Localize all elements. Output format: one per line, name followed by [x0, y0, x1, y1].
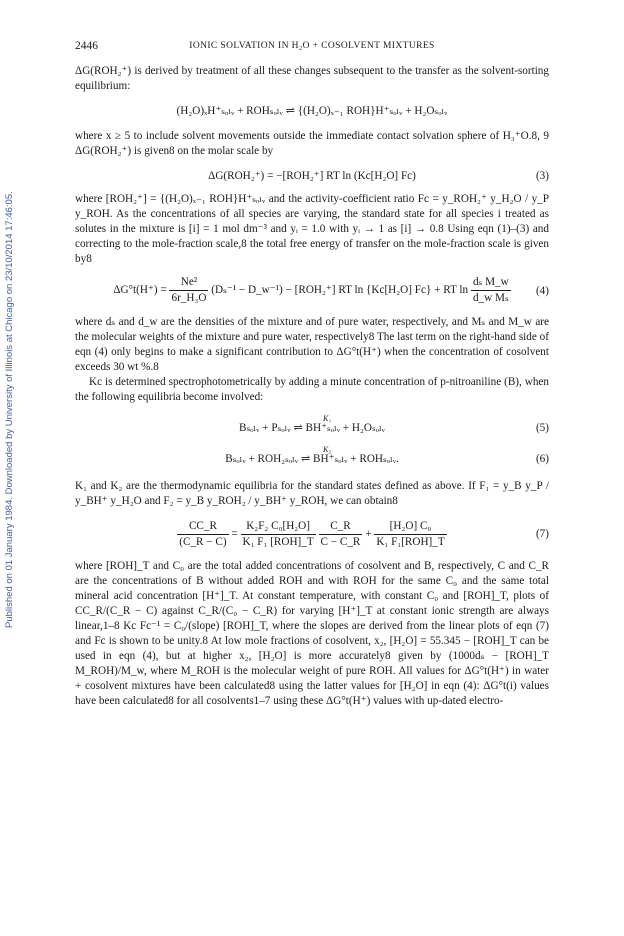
equation-7-den-1: (C_R − C) [179, 536, 227, 548]
download-watermark: Published on 01 January 1984. Downloaded by University of Illinois at Chicago on 23/10/2014 17:46:05. [4, 191, 15, 629]
equation-4-lhs: ΔG°t(H⁺) = [113, 284, 167, 297]
equation-7-fraction-1 [177, 519, 228, 550]
equation-5 [75, 414, 549, 436]
equation-7-num-4: [H₂O] C₀ [374, 519, 446, 535]
page-number: 2446 [75, 40, 98, 52]
equation-4-number: (4) [535, 285, 549, 297]
equation-7-den-4: K₁ F₁[ROH]_T [376, 536, 445, 548]
equation-3-expr: ΔG(ROH₂⁺) = −[ROH₂⁺] RT ln (Kc[H₂O] Fc) [208, 170, 416, 182]
equation-6-number: (6) [535, 453, 549, 465]
paragraph-5: Kc is determined spectrophotometrically by adding a minute concentration of p-nitroaniline (B), when the following equilibria become involved: [75, 376, 549, 403]
equation-5-number: (5) [535, 422, 549, 434]
equation-4-fraction-1 [169, 275, 208, 306]
article-body [75, 64, 549, 709]
paragraph-6: K₁ and K₂ are the thermodynamic equilibria for the standard states defined as above. If F₁ = y_B y_P / y_BH⁺ y_H₂O and F₂ = y_B y_ROH₂ / y_BH⁺ y_ROH, we can obtain8 [75, 480, 549, 507]
paragraph-3: where [ROH₂⁺] = {(H₂O)ₓ₋₁ ROH}H⁺ₛₒₗᵥ and the activity-coefficient ratio Fc = y_ROH₂⁺ y_H₂O / y_P y_ROH. As the concentrations of all species are varying, the standard state for all species i treated as solutes in the mixture is [i] = 1 mol dm⁻³ and yᵢ = 1.0 with yᵢ → 1 as [i] → 0.8 Using eqn (1)–(3) and correcting to the mole-fraction scale,8 the total free energy of transfer on the mole-fraction scale is given by8 [75, 193, 549, 265]
paragraph-7: where [ROH]_T and C₀ are the total added concentrations of cosolvent and B, respectively, C and C_R are the concentrations of B without added ROH and with ROH for the same C₀ and the same total mineral acid concentration [H⁺]_T. At constant temperature, with constant C₀ and [ROH]_T, plots of CC_R/(C_R − C) against C_R/(C₀ − C_R) for varying [H⁺]_T at constant ionic strength are always linear,1–8 Kc Fc⁻¹ = C₀/(slope) [ROH]_T, where the slopes are derived from the linear plots of eqn (7) and Fc is shown to be unity.8 At low mole fractions of cosolvent, x₂, [H₂O] = 55.345 − [ROH]_T can be used in eqn (4), but at higher x₂, [H₂O] is more accurately8 given by (1000dₛ − [ROH]_T M_ROH)/M_w, where M_ROH is the molecular weight of pure ROH. All values for ΔG°t(H⁺) in water + cosolvent mixtures have been calculated8 using the latter values for [H₂O] in eqn (4): ΔG°t(i) values have been calculated8 for all cosolvents1–7 using these ΔG°t(H⁺) values with up-dated electro- [75, 560, 549, 707]
equation-5-k-label: K₁ [323, 414, 332, 423]
equation-4-denominator: 6r_H₃O [171, 292, 207, 304]
equation-7-number: (7) [535, 528, 549, 540]
equation-4 [75, 275, 549, 309]
running-title: IONIC SOLVATION IN H₂O + COSOLVENT MIXTURES [189, 41, 435, 51]
equation-7-den-2: K₁ F₁ [ROH]_T [242, 536, 314, 548]
equation-6-expr: Bₛₒₗᵥ + ROH₂ₛₒₗᵥ ⇌ BH⁺ₛₒₗᵥ + ROHₛₒₗᵥ. [225, 453, 399, 465]
equation-7-fraction-4 [374, 519, 446, 550]
equation-7-fraction-3 [319, 519, 363, 550]
equation-7-fraction-2 [241, 519, 316, 550]
equation-1 [75, 104, 549, 119]
equation-1-expr: (H₂O)ₓH⁺ₛₒₗᵥ + ROHₛₒₗᵥ ⇌ {(H₂O)ₓ₋₁ ROH}H⁺ₛₒₗᵥ + H₂Oₛₒₗᵥ [176, 105, 448, 117]
equation-6-k-label: K₂ [323, 445, 332, 454]
equation-7-num-1: CC_R [177, 519, 228, 535]
equation-7: $\frac{CC\_R}{(C\_R - C)}$ = $\frac{\text{K₂F₂ C₀[H₂O]}}{\text{K₁ F₁ [ROH]\_T}}$ $\frac{C\_R}{C - C\_R}$ + $\frac{\text{[H₂O] C₀}}{\text{K₁ F₁[ROH]\_T}}$ (7) [179, 520, 549, 548]
paragraph-1: ΔG(ROH₂⁺) is derived by treatment of all these changes subsequent to the transfer as the solvent-sorting equilibrium: [75, 65, 549, 92]
paragraph-2: where x ≥ 5 to include solvent movements outside the immediate contact solvation sphere of H₃⁺O.8, 9 ΔG(ROH₂⁺) is given8 on the molar scale by [75, 130, 549, 157]
equation-4-numerator: Ne² [169, 275, 208, 291]
equation-3-number: (3) [535, 170, 549, 182]
equation-3 [75, 169, 549, 184]
paragraph-4: where dₛ and d_w are the densities of the mixture and of pure water, respectively, and Mₛ and M_w are the molecular weights of the mixture and pure water, respectively8 The last term on the right-hand side of eqn (4) only begins to make a significant contribution to ΔG°t(H⁺) when the concentration of cosolvent exceeds 30 wt %.8 [75, 316, 549, 373]
equation-4-fraction-2 [471, 275, 511, 306]
equation-7-den-3: C − C_R [320, 536, 361, 548]
equation-6 [75, 445, 549, 467]
equation-5-expr: Bₛₒₗᵥ + Pₛₒₗᵥ ⇌ BH⁺ₛₒₗᵥ + H₂Oₛₒₗᵥ [239, 422, 385, 434]
equation-4-middle: (Dₛ⁻¹ − D_w⁻¹) − [ROH₂⁺] RT ln {Kc[H₂O] Fc} + RT ln [211, 284, 469, 297]
equation-4-numerator-2: dₛ M_w [471, 275, 511, 291]
equation-7-num-2: K₂F₂ C₀[H₂O] [241, 519, 316, 535]
equation-7-num-3: C_R [319, 519, 363, 535]
equation-4-denominator-2: d_w Mₛ [472, 292, 509, 304]
